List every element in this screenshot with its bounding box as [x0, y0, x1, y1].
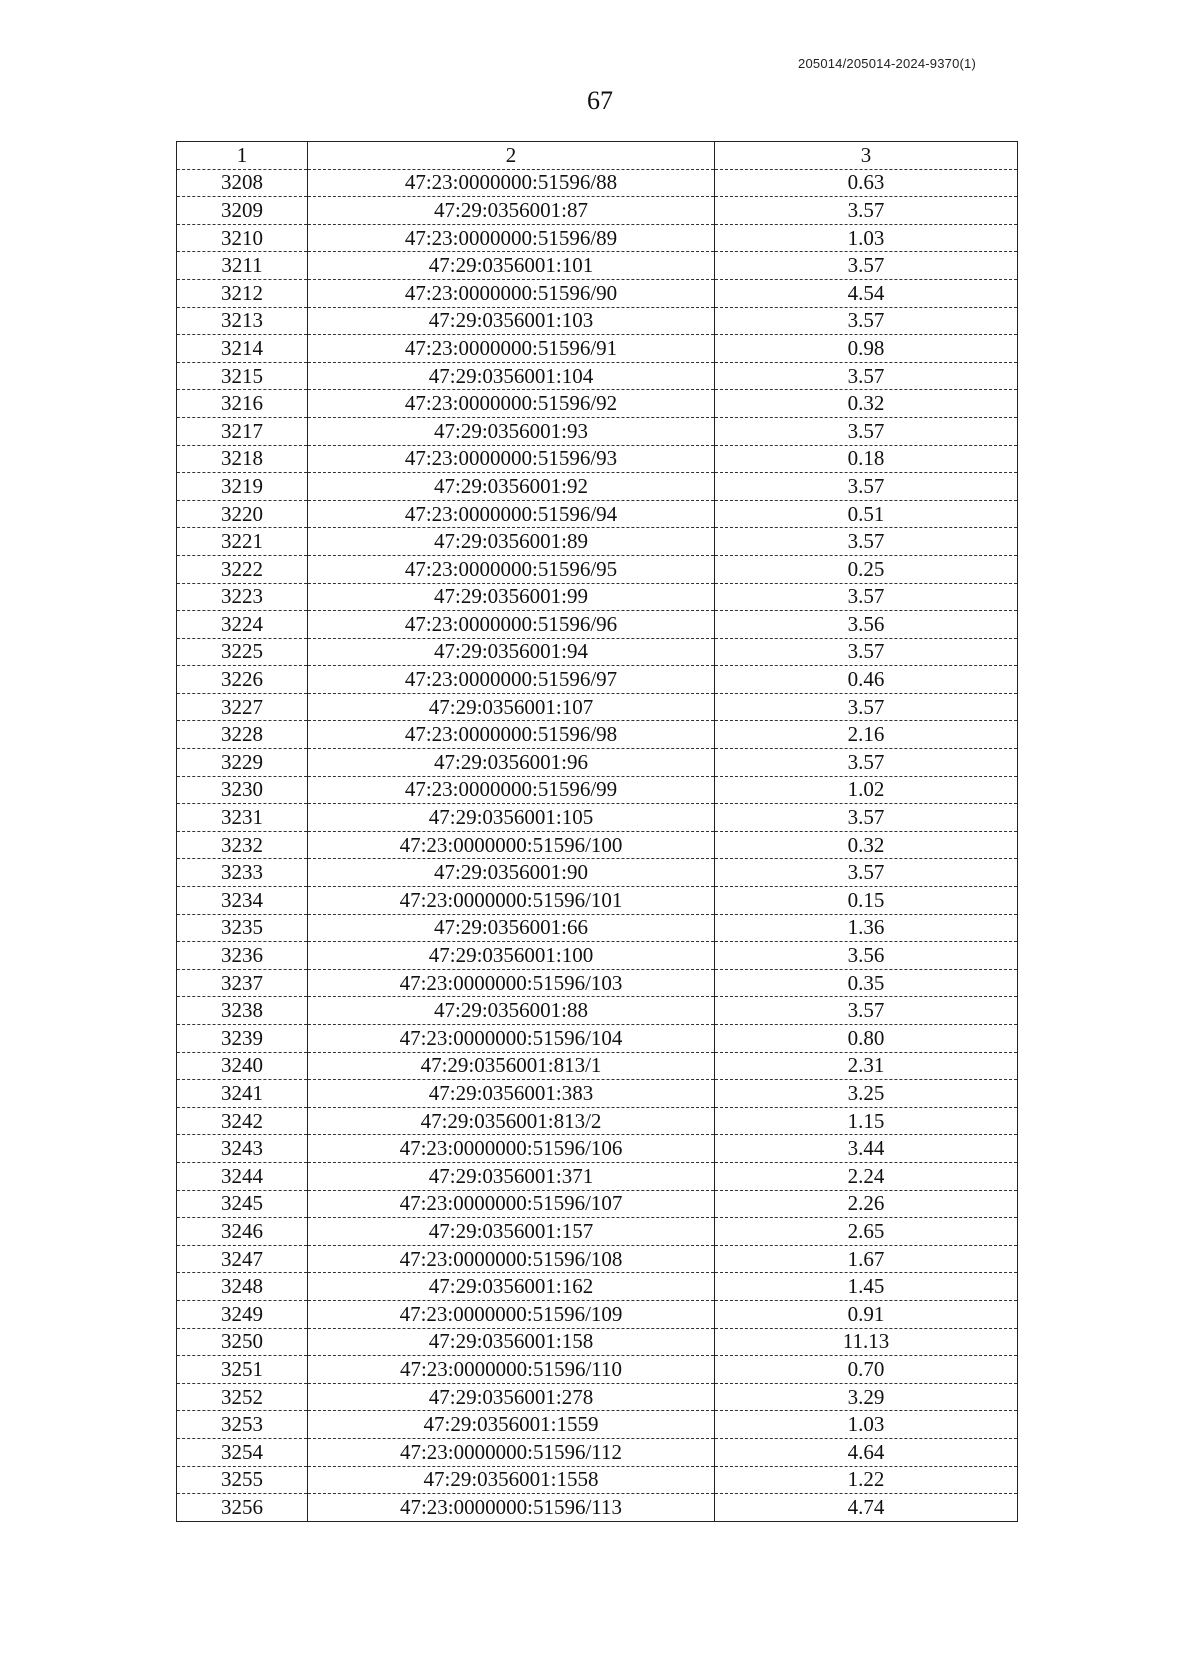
table-row	[177, 197, 1018, 225]
table-row	[177, 1356, 1018, 1384]
area-value-cell: 3.57	[715, 528, 1018, 556]
cadastral-number-cell: 47:23:0000000:51596/97	[308, 666, 715, 694]
area-value-cell: 3.57	[715, 638, 1018, 666]
area-value-cell: 3.57	[715, 804, 1018, 832]
cadastral-number-cell: 47:29:0356001:92	[308, 473, 715, 501]
table-row	[177, 224, 1018, 252]
area-value-cell: 0.18	[715, 445, 1018, 473]
row-number-cell: 3240	[177, 1052, 308, 1080]
table-row	[177, 1328, 1018, 1356]
row-number-cell: 3248	[177, 1273, 308, 1301]
cadastral-number-cell: 47:29:0356001:1558	[308, 1466, 715, 1494]
table-row	[177, 1107, 1018, 1135]
row-number-cell: 3244	[177, 1162, 308, 1190]
cadastral-number-cell: 47:23:0000000:51596/89	[308, 224, 715, 252]
table-row	[177, 776, 1018, 804]
area-value-cell: 4.64	[715, 1438, 1018, 1466]
area-value-cell: 3.57	[715, 197, 1018, 225]
table-row	[177, 445, 1018, 473]
cadastral-number-cell: 47:29:0356001:66	[308, 914, 715, 942]
row-number-cell: 3239	[177, 1025, 308, 1053]
area-value-cell: 0.91	[715, 1300, 1018, 1328]
area-value-cell: 3.29	[715, 1383, 1018, 1411]
cadastral-number-cell: 47:29:0356001:93	[308, 417, 715, 445]
cadastral-number-cell: 47:29:0356001:278	[308, 1383, 715, 1411]
row-number-cell: 3256	[177, 1494, 308, 1522]
area-value-cell: 2.24	[715, 1162, 1018, 1190]
row-number-cell: 3237	[177, 969, 308, 997]
area-value-cell: 1.15	[715, 1107, 1018, 1135]
area-value-cell: 1.03	[715, 1411, 1018, 1439]
cadastral-number-cell: 47:23:0000000:51596/109	[308, 1300, 715, 1328]
row-number-cell: 3253	[177, 1411, 308, 1439]
row-number-cell: 3245	[177, 1190, 308, 1218]
row-number-cell: 3235	[177, 914, 308, 942]
area-value-cell: 4.54	[715, 279, 1018, 307]
table-row	[177, 1025, 1018, 1053]
table-row	[177, 1466, 1018, 1494]
table-row	[177, 611, 1018, 639]
row-number-cell: 3210	[177, 224, 308, 252]
area-value-cell: 3.56	[715, 942, 1018, 970]
table-row	[177, 693, 1018, 721]
table-row	[177, 1245, 1018, 1273]
cadastral-number-cell: 47:23:0000000:51596/106	[308, 1135, 715, 1163]
area-value-cell: 0.98	[715, 335, 1018, 363]
table-row	[177, 1218, 1018, 1246]
cadastral-number-cell: 47:23:0000000:51596/104	[308, 1025, 715, 1053]
area-value-cell: 0.46	[715, 666, 1018, 694]
area-value-cell: 1.45	[715, 1273, 1018, 1301]
cadastral-number-cell: 47:23:0000000:51596/92	[308, 390, 715, 418]
row-number-cell: 3233	[177, 859, 308, 887]
table-row	[177, 721, 1018, 749]
table-row	[177, 859, 1018, 887]
cadastral-number-cell: 47:29:0356001:89	[308, 528, 715, 556]
area-value-cell: 3.57	[715, 693, 1018, 721]
row-number-cell: 3219	[177, 473, 308, 501]
table-row	[177, 279, 1018, 307]
cadastral-number-cell: 47:29:0356001:107	[308, 693, 715, 721]
row-number-cell: 3218	[177, 445, 308, 473]
cadastral-number-cell: 47:29:0356001:371	[308, 1162, 715, 1190]
area-value-cell: 0.15	[715, 887, 1018, 915]
row-number-cell: 3231	[177, 804, 308, 832]
area-value-cell: 3.57	[715, 252, 1018, 280]
area-value-cell: 3.57	[715, 417, 1018, 445]
row-number-cell: 3242	[177, 1107, 308, 1135]
cadastral-number-cell: 47:29:0356001:100	[308, 942, 715, 970]
row-number-cell: 3254	[177, 1438, 308, 1466]
row-number-cell: 3212	[177, 279, 308, 307]
table-row	[177, 500, 1018, 528]
row-number-cell: 3227	[177, 693, 308, 721]
table-body	[177, 142, 1018, 1522]
table-row	[177, 307, 1018, 335]
area-value-cell: 0.51	[715, 500, 1018, 528]
table-row	[177, 638, 1018, 666]
cadastral-number-cell: 47:29:0356001:383	[308, 1080, 715, 1108]
cadastral-number-cell: 47:23:0000000:51596/98	[308, 721, 715, 749]
area-value-cell: 3.57	[715, 362, 1018, 390]
row-number-cell: 3225	[177, 638, 308, 666]
area-value-cell: 3.57	[715, 307, 1018, 335]
row-number-cell: 3230	[177, 776, 308, 804]
row-number-cell: 3223	[177, 583, 308, 611]
row-number-cell: 3238	[177, 997, 308, 1025]
table-row	[177, 1411, 1018, 1439]
cadastral-number-cell: 47:29:0356001:94	[308, 638, 715, 666]
area-value-cell: 1.03	[715, 224, 1018, 252]
cadastral-number-cell: 47:29:0356001:105	[308, 804, 715, 832]
table-row	[177, 335, 1018, 363]
area-value-cell: 11.13	[715, 1328, 1018, 1356]
table-row	[177, 1383, 1018, 1411]
table-row	[177, 666, 1018, 694]
row-number-cell: 3251	[177, 1356, 308, 1384]
area-value-cell: 1.36	[715, 914, 1018, 942]
table-row	[177, 804, 1018, 832]
area-value-cell: 2.16	[715, 721, 1018, 749]
cadastral-number-cell: 47:23:0000000:51596/88	[308, 169, 715, 197]
cadastral-number-cell: 47:29:0356001:104	[308, 362, 715, 390]
cadastral-number-cell: 47:23:0000000:51596/99	[308, 776, 715, 804]
row-number-cell: 3232	[177, 831, 308, 859]
cadastral-number-cell: 47:23:0000000:51596/91	[308, 335, 715, 363]
cadastral-number-cell: 47:23:0000000:51596/108	[308, 1245, 715, 1273]
row-number-cell: 3228	[177, 721, 308, 749]
area-value-cell: 3.57	[715, 859, 1018, 887]
cadastral-number-cell: 47:29:0356001:103	[308, 307, 715, 335]
table-row	[177, 362, 1018, 390]
area-value-cell: 2.65	[715, 1218, 1018, 1246]
row-number-cell: 3234	[177, 887, 308, 915]
row-number-cell: 3243	[177, 1135, 308, 1163]
row-number-cell: 3224	[177, 611, 308, 639]
cadastral-number-cell: 47:23:0000000:51596/113	[308, 1494, 715, 1522]
table-row	[177, 390, 1018, 418]
table-row	[177, 997, 1018, 1025]
column-header: 1	[177, 142, 308, 170]
row-number-cell: 3221	[177, 528, 308, 556]
table-row	[177, 1052, 1018, 1080]
row-number-cell: 3213	[177, 307, 308, 335]
table-row	[177, 417, 1018, 445]
table-row	[177, 942, 1018, 970]
document-id: 205014/205014-2024-9370(1)	[798, 56, 976, 71]
row-number-cell: 3226	[177, 666, 308, 694]
table-row	[177, 1080, 1018, 1108]
cadastral-number-cell: 47:29:0356001:88	[308, 997, 715, 1025]
area-value-cell: 0.35	[715, 969, 1018, 997]
area-value-cell: 0.25	[715, 555, 1018, 583]
cadastral-number-cell: 47:29:0356001:813/2	[308, 1107, 715, 1135]
cadastral-number-cell: 47:23:0000000:51596/100	[308, 831, 715, 859]
row-number-cell: 3236	[177, 942, 308, 970]
table-row	[177, 831, 1018, 859]
cadastral-number-cell: 47:23:0000000:51596/107	[308, 1190, 715, 1218]
area-value-cell: 0.32	[715, 831, 1018, 859]
cadastral-number-cell: 47:23:0000000:51596/94	[308, 500, 715, 528]
area-value-cell: 0.80	[715, 1025, 1018, 1053]
cadastral-number-cell: 47:23:0000000:51596/103	[308, 969, 715, 997]
area-value-cell: 3.25	[715, 1080, 1018, 1108]
column-header: 3	[715, 142, 1018, 170]
cadastral-number-cell: 47:29:0356001:90	[308, 859, 715, 887]
table-row	[177, 528, 1018, 556]
row-number-cell: 3215	[177, 362, 308, 390]
area-value-cell: 2.31	[715, 1052, 1018, 1080]
row-number-cell: 3222	[177, 555, 308, 583]
area-value-cell: 0.63	[715, 169, 1018, 197]
table-row	[177, 969, 1018, 997]
row-number-cell: 3250	[177, 1328, 308, 1356]
cadastral-number-cell: 47:23:0000000:51596/101	[308, 887, 715, 915]
cadastral-number-cell: 47:29:0356001:1559	[308, 1411, 715, 1439]
column-header: 2	[308, 142, 715, 170]
table-row	[177, 1273, 1018, 1301]
cadastral-number-cell: 47:29:0356001:99	[308, 583, 715, 611]
row-number-cell: 3247	[177, 1245, 308, 1273]
row-number-cell: 3249	[177, 1300, 308, 1328]
cadastral-number-cell: 47:29:0356001:162	[308, 1273, 715, 1301]
row-number-cell: 3208	[177, 169, 308, 197]
row-number-cell: 3216	[177, 390, 308, 418]
table-row	[177, 555, 1018, 583]
cadastral-number-cell: 47:23:0000000:51596/93	[308, 445, 715, 473]
table-row	[177, 473, 1018, 501]
row-number-cell: 3229	[177, 749, 308, 777]
area-value-cell: 1.02	[715, 776, 1018, 804]
area-value-cell: 1.22	[715, 1466, 1018, 1494]
area-value-cell: 3.57	[715, 473, 1018, 501]
cadastral-number-cell: 47:29:0356001:813/1	[308, 1052, 715, 1080]
area-value-cell: 3.56	[715, 611, 1018, 639]
table-row	[177, 749, 1018, 777]
table-row	[177, 1438, 1018, 1466]
cadastral-number-cell: 47:29:0356001:158	[308, 1328, 715, 1356]
table-row	[177, 1162, 1018, 1190]
table-row	[177, 1300, 1018, 1328]
cadastral-number-cell: 47:29:0356001:96	[308, 749, 715, 777]
area-value-cell: 3.44	[715, 1135, 1018, 1163]
row-number-cell: 3252	[177, 1383, 308, 1411]
table-row	[177, 583, 1018, 611]
cadastral-number-cell: 47:23:0000000:51596/110	[308, 1356, 715, 1384]
row-number-cell: 3209	[177, 197, 308, 225]
area-value-cell: 4.74	[715, 1494, 1018, 1522]
table-row	[177, 252, 1018, 280]
area-value-cell: 2.26	[715, 1190, 1018, 1218]
table-header-row	[177, 142, 1018, 170]
row-number-cell: 3211	[177, 252, 308, 280]
area-value-cell: 3.57	[715, 583, 1018, 611]
table-row	[177, 1135, 1018, 1163]
row-number-cell: 3241	[177, 1080, 308, 1108]
cadastral-number-cell: 47:23:0000000:51596/95	[308, 555, 715, 583]
row-number-cell: 3214	[177, 335, 308, 363]
row-number-cell: 3255	[177, 1466, 308, 1494]
table-row	[177, 1494, 1018, 1522]
cadastral-number-cell: 47:23:0000000:51596/112	[308, 1438, 715, 1466]
data-table	[176, 141, 1018, 1522]
cadastral-number-cell: 47:29:0356001:87	[308, 197, 715, 225]
area-value-cell: 1.67	[715, 1245, 1018, 1273]
table-row	[177, 1190, 1018, 1218]
table-row	[177, 914, 1018, 942]
area-value-cell: 0.70	[715, 1356, 1018, 1384]
cadastral-number-cell: 47:29:0356001:157	[308, 1218, 715, 1246]
cadastral-number-cell: 47:29:0356001:101	[308, 252, 715, 280]
row-number-cell: 3246	[177, 1218, 308, 1246]
row-number-cell: 3220	[177, 500, 308, 528]
cadastral-number-cell: 47:23:0000000:51596/96	[308, 611, 715, 639]
area-value-cell: 3.57	[715, 749, 1018, 777]
page-number: 67	[587, 86, 613, 115]
row-number-cell: 3217	[177, 417, 308, 445]
table-row	[177, 887, 1018, 915]
table-row	[177, 169, 1018, 197]
area-value-cell: 3.57	[715, 997, 1018, 1025]
cadastral-number-cell: 47:23:0000000:51596/90	[308, 279, 715, 307]
area-value-cell: 0.32	[715, 390, 1018, 418]
